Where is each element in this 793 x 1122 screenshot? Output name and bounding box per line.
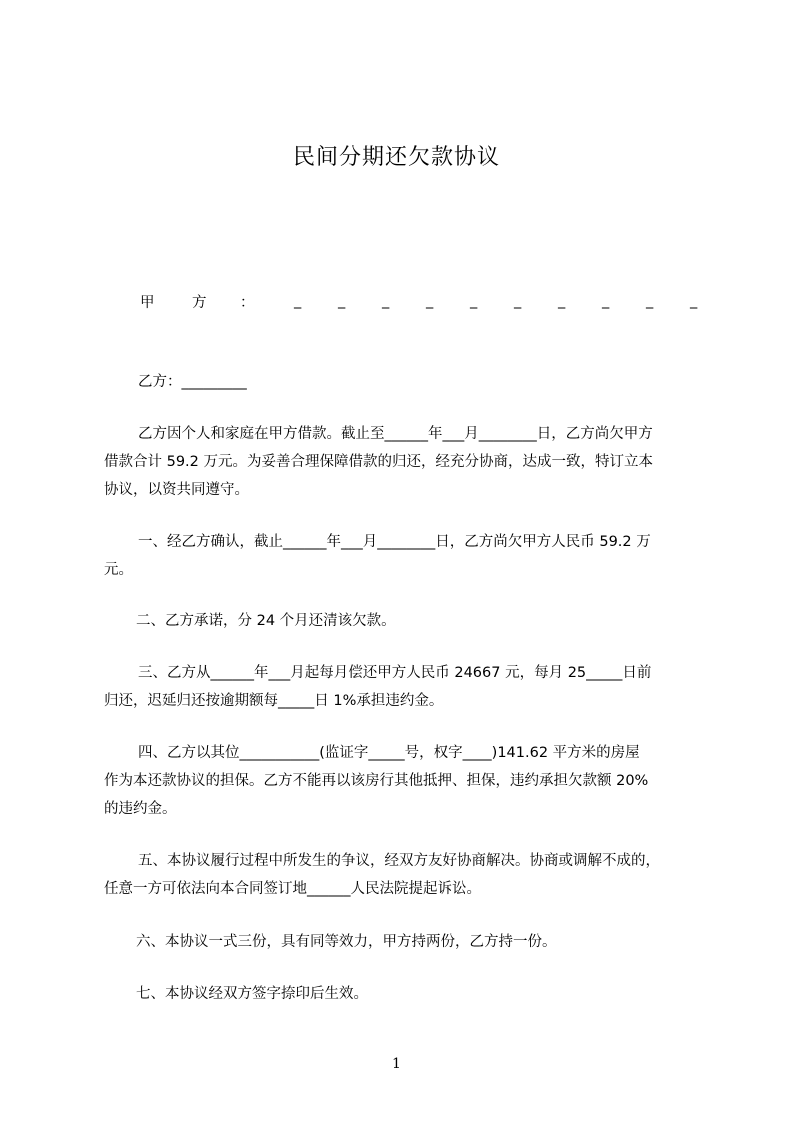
party-a-label-char: 甲 bbox=[140, 295, 155, 311]
page-title: 民间分期还欠款协议 bbox=[292, 145, 500, 170]
party-a-blank: _ bbox=[690, 293, 698, 309]
paragraph-line: 元。 bbox=[104, 562, 133, 578]
paragraph-line: 四、乙方以其位___________(监证字_____号，权字____)141.62 平方米的房屋 bbox=[138, 745, 640, 761]
party-a-blank: _ bbox=[558, 293, 566, 309]
party-a-blank: _ bbox=[382, 293, 390, 309]
paragraph-line: 的违约金。 bbox=[104, 801, 177, 817]
party-a-label-char: ： bbox=[240, 295, 255, 311]
paragraph-line: 一、经乙方确认，截止______年___月________日，乙方尚欠甲方人民币 59.2 万 bbox=[138, 534, 651, 550]
paragraph-line: 协议，以资共同遵守。 bbox=[104, 482, 249, 498]
paragraph-line: 五、本协议履行过程中所发生的争议，经双方友好协商解决。协商或调解不成的， bbox=[138, 853, 660, 869]
party-a-blank: _ bbox=[338, 293, 346, 309]
paragraph-line: 借款合计 59.2 万元。为妥善合理保障借款的归还，经充分协商，达成一致，特订立本 bbox=[104, 454, 654, 470]
party-b-line: 乙方：_________ bbox=[138, 374, 247, 390]
page-number: 1 bbox=[392, 1056, 401, 1072]
party-a-line bbox=[140, 291, 710, 313]
party-a-blank: _ bbox=[514, 293, 522, 309]
party-a-blank: _ bbox=[294, 293, 302, 309]
party-a-blank: _ bbox=[646, 293, 654, 309]
party-a-label-char: 方 bbox=[192, 295, 207, 311]
paragraph-line: 任意一方可依法向本合同签订地______人民法院提起诉讼。 bbox=[104, 881, 481, 897]
party-a-blank: _ bbox=[602, 293, 610, 309]
paragraph-line: 乙方因个人和家庭在甲方借款。截止至______年___月________日，乙方尚欠甲方 bbox=[138, 426, 653, 442]
paragraph-line: 归还，迟延归还按逾期额每_____日 1%承担违约金。 bbox=[104, 693, 444, 709]
paragraph-line: 七、本协议经双方签字捺印后生效。 bbox=[136, 986, 368, 1002]
party-a-blank: _ bbox=[426, 293, 434, 309]
party-a-blank: _ bbox=[470, 293, 478, 309]
paragraph-line: 六、本协议一式三份，具有同等效力，甲方持两份，乙方持一份。 bbox=[136, 934, 557, 950]
paragraph-line: 二、乙方承诺，分 24 个月还清该欠款。 bbox=[136, 613, 396, 629]
paragraph-line: 三、乙方从______年___月起每月偿还甲方人民币 24667 元，每月 25_____日前 bbox=[138, 665, 652, 681]
paragraph-line: 作为本还款协议的担保。乙方不能再以该房行其他抵押、担保，违约承担欠款额 20% bbox=[104, 773, 649, 789]
